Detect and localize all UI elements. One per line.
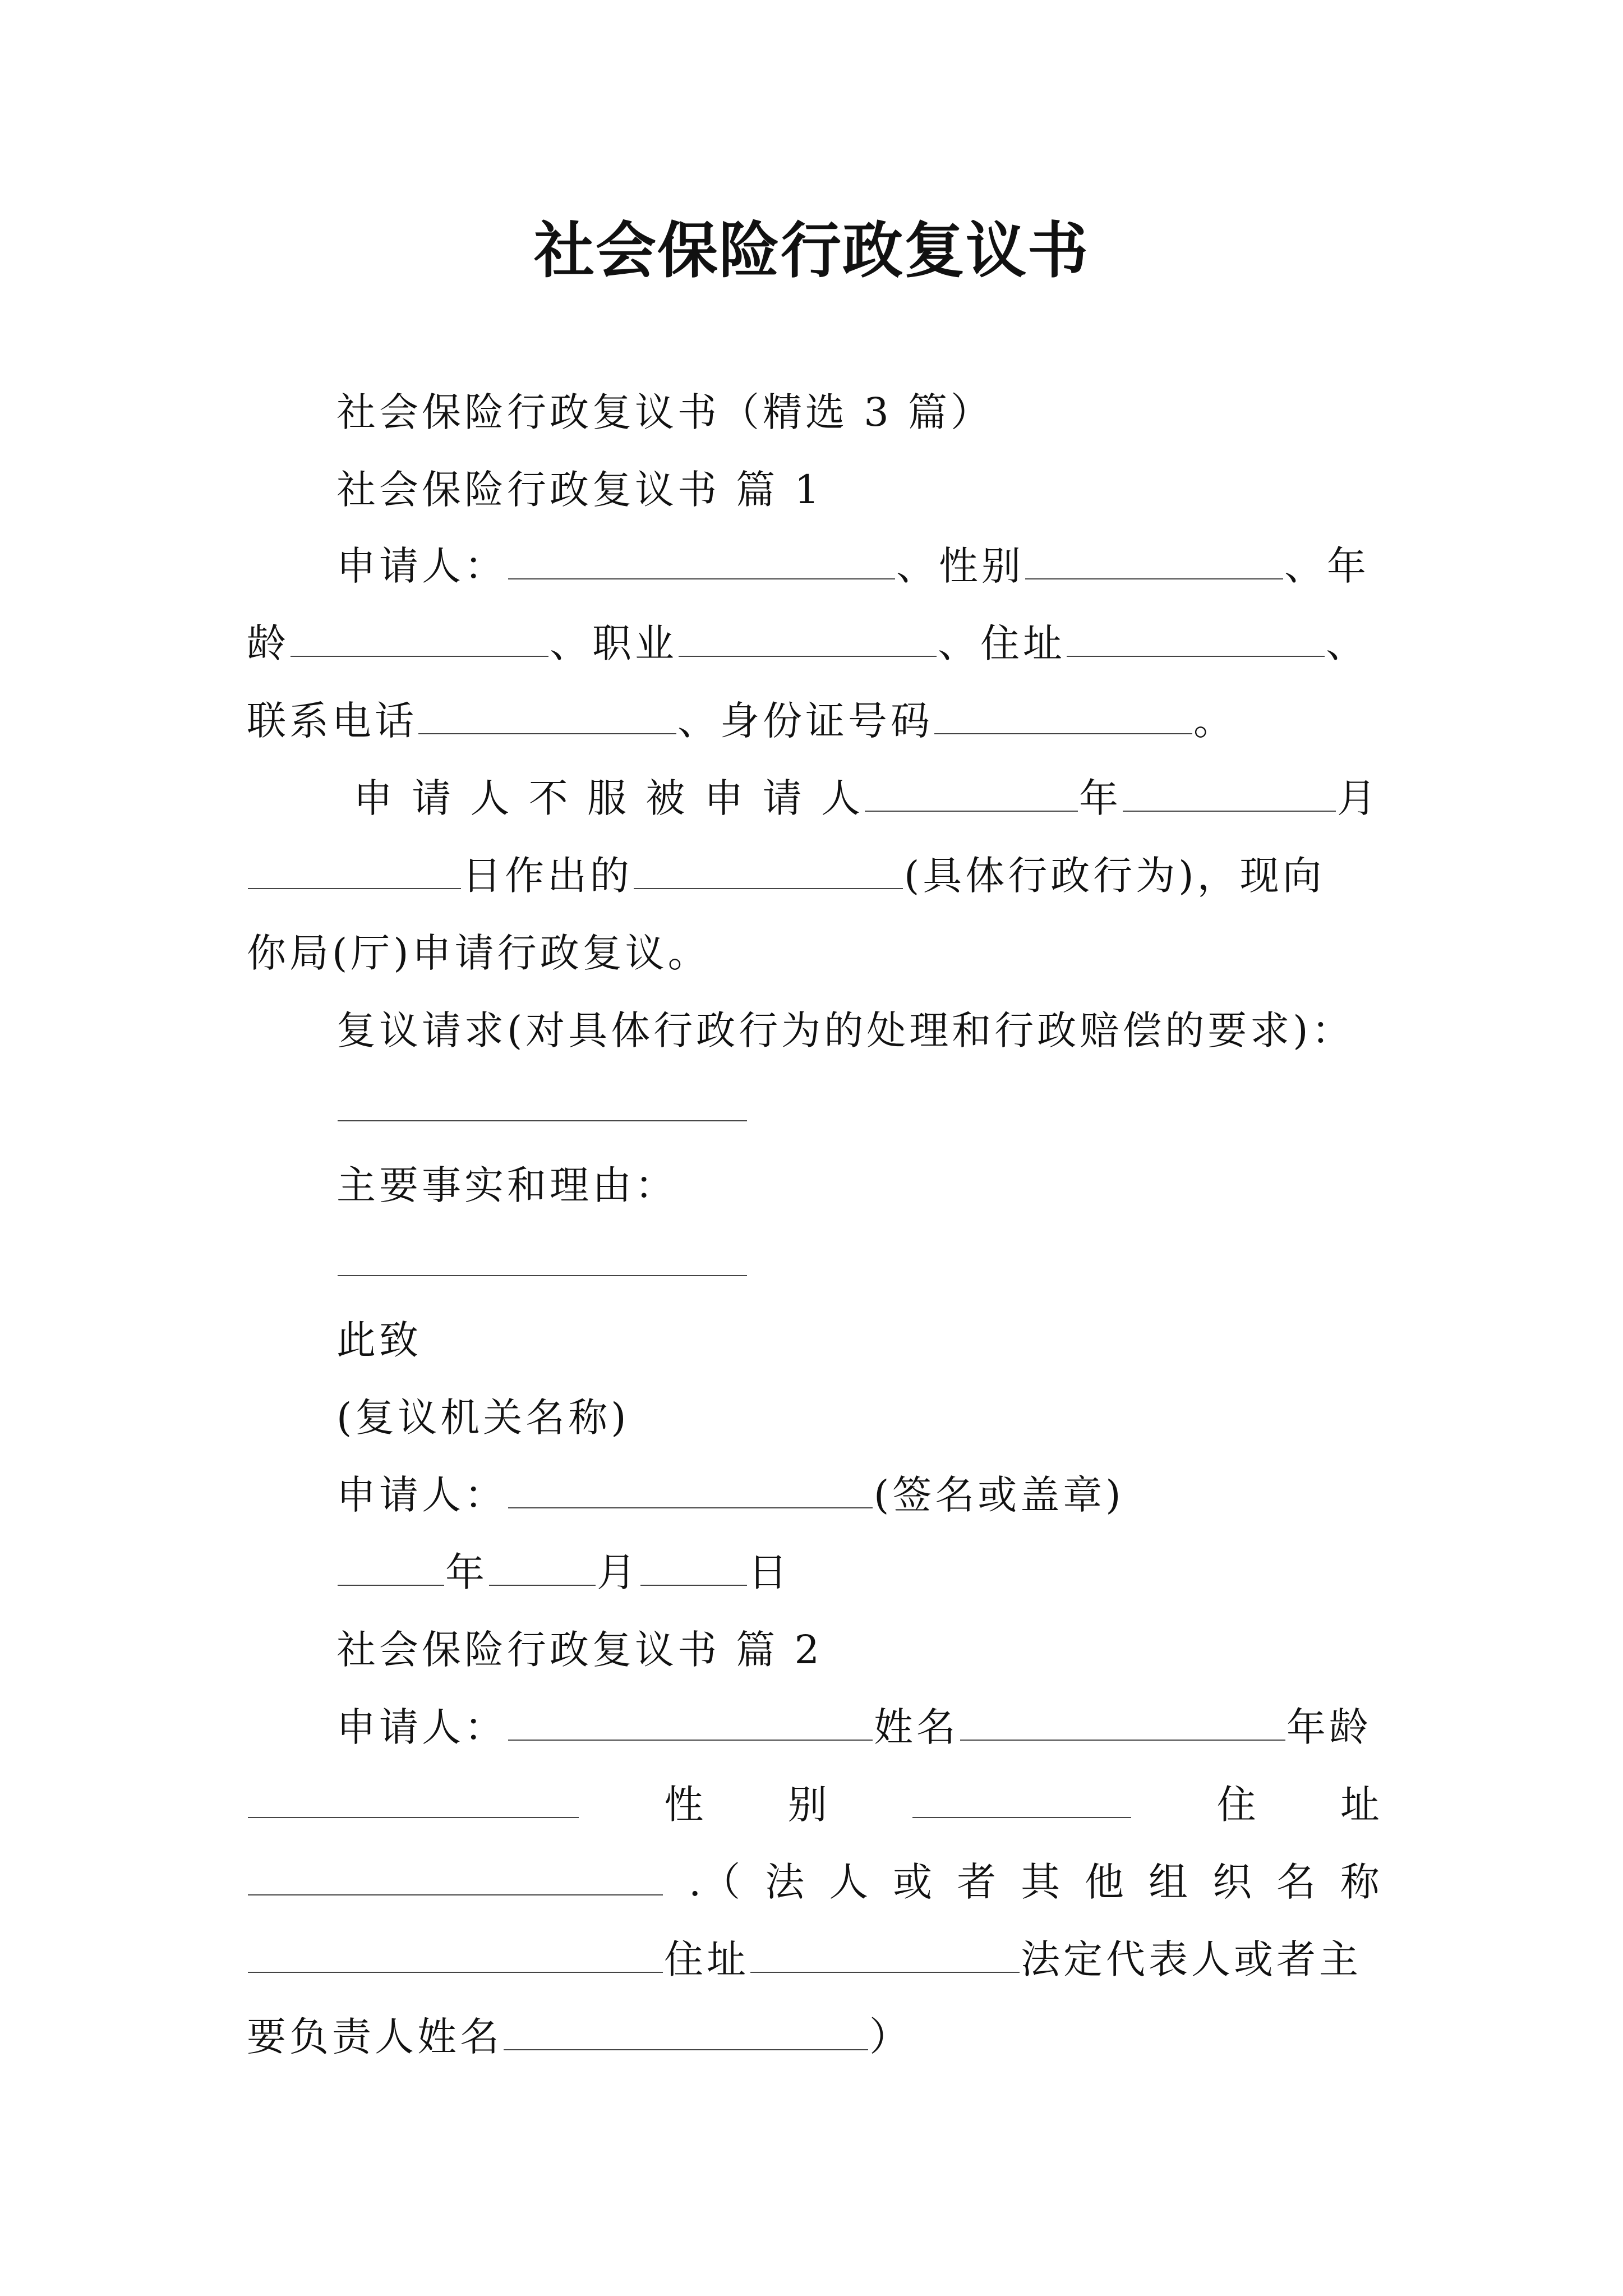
a2-org-char-7: 组 <box>1149 1859 1188 1905</box>
document-subtitle: 社会保险行政复议书（精选 3 篇） <box>336 389 994 435</box>
dispute-year-blank[interactable] <box>865 777 1078 812</box>
dispute-day-blank[interactable] <box>248 854 461 889</box>
applicant-label: 申请人： <box>336 543 507 589</box>
phone-label: 联系电话 <box>247 698 417 744</box>
dispute-year: 年 <box>1079 775 1122 821</box>
a2-address-blank[interactable] <box>248 1861 663 1895</box>
gender-label: 、性别 <box>896 543 1024 589</box>
a2-org-address-line <box>247 1934 1362 1985</box>
facts-label: 主要事实和理由： <box>336 1162 677 1208</box>
date-line <box>336 1547 791 1598</box>
period: 。 <box>1193 698 1236 744</box>
gender-blank[interactable] <box>1025 545 1283 579</box>
a2-org-char-2: 人 <box>829 1859 869 1905</box>
facts-line <box>336 1237 748 1288</box>
date-month: 月 <box>597 1549 639 1595</box>
a2-gender-address-line <box>247 1779 1380 1830</box>
applicant-blank[interactable] <box>508 545 895 579</box>
a2-org-char-4: 者 <box>957 1859 997 1905</box>
claims-line <box>336 1083 748 1133</box>
authority-name: (复议机关名称) <box>336 1395 630 1441</box>
phone-id-line <box>247 696 1236 746</box>
a2-org-line <box>247 1857 1380 1907</box>
a2-applicant-label: 申请人： <box>336 1704 507 1750</box>
action-blank[interactable] <box>634 854 903 889</box>
id-label: 、身份证号码 <box>677 698 933 744</box>
a2-org-char-0: .（ <box>688 1859 741 1905</box>
signature-line <box>336 1470 1124 1520</box>
a2-org-name-blank[interactable] <box>248 1938 663 1973</box>
occupation-label: 、职业 <box>550 620 677 666</box>
dispute-month-blank[interactable] <box>1123 777 1336 812</box>
signature-blank[interactable] <box>508 1474 873 1508</box>
address-label: 、住址 <box>938 620 1066 666</box>
a2-close-paren: ） <box>869 2014 912 2060</box>
comma: 、 <box>1326 620 1368 666</box>
a2-age-blank[interactable] <box>248 1783 579 1818</box>
a2-gender-char-2: 别 <box>787 1782 827 1828</box>
dispute-month: 月 <box>1337 775 1380 821</box>
facts-blank[interactable] <box>338 1241 747 1276</box>
a2-org-char-8: 织 <box>1212 1859 1252 1905</box>
sign-label: 申请人： <box>336 1472 507 1518</box>
a2-org-char-6: 他 <box>1085 1859 1124 1905</box>
a2-address-char-2: 址 <box>1340 1782 1380 1828</box>
date-day-blank[interactable] <box>640 1551 747 1586</box>
sign-note: (签名或盖章) <box>874 1472 1124 1518</box>
a2-org-char-1: 法 <box>765 1859 805 1905</box>
request-end: 你局(厅)申请行政复议。 <box>247 930 711 976</box>
salutation: 此致 <box>336 1317 422 1363</box>
age-blank[interactable] <box>291 622 548 657</box>
article1-heading: 社会保险行政复议书 篇 1 <box>336 467 823 513</box>
age-occupation-line <box>247 618 1368 669</box>
dispute-line-2 <box>247 850 1325 901</box>
document-title: 社会保险行政复议书 <box>533 216 1089 286</box>
a2-org-address-blank[interactable] <box>750 1938 1020 1973</box>
a2-age-label: 年龄 <box>1287 1704 1372 1750</box>
a2-applicant-line <box>336 1702 1372 1752</box>
id-blank[interactable] <box>934 700 1192 734</box>
a2-name-blank[interactable] <box>960 1706 1285 1741</box>
a2-gender-blank[interactable] <box>912 1783 1131 1818</box>
date-year: 年 <box>445 1549 488 1595</box>
claims-label: 复议请求(对具体行政行为的处理和行政赔偿的要求)： <box>336 1007 1354 1053</box>
a2-leader-line <box>247 2012 912 2062</box>
a2-address-char-1: 住 <box>1216 1782 1256 1828</box>
a2-name-label: 姓名 <box>874 1704 959 1750</box>
date-year-blank[interactable] <box>338 1551 444 1586</box>
action-note: (具体行政行为)，现向 <box>904 853 1325 899</box>
a2-legal-rep-label: 法定代表人或者主 <box>1021 1936 1362 1982</box>
age-label-b: 龄 <box>247 620 289 666</box>
date-day: 日 <box>748 1549 791 1595</box>
a2-leader-blank[interactable] <box>504 2016 868 2050</box>
address-blank[interactable] <box>1067 622 1325 657</box>
phone-blank[interactable] <box>418 700 676 734</box>
a2-applicant-blank[interactable] <box>508 1706 873 1741</box>
a2-org-char-10: 称 <box>1340 1859 1380 1905</box>
day-made: 日作出的 <box>462 853 633 899</box>
a2-org-char-5: 其 <box>1021 1859 1061 1905</box>
age-label-a: 、年 <box>1284 543 1370 589</box>
a2-address-label: 住址 <box>664 1936 749 1982</box>
a2-gender-char-1: 性 <box>664 1782 704 1828</box>
dispute-line-1 <box>353 773 1380 823</box>
dispute-intro: 申 请 人 不 服 被 申 请 人 <box>353 775 864 821</box>
a2-leader-label: 要负责人姓名 <box>247 2014 502 2060</box>
occupation-blank[interactable] <box>679 622 937 657</box>
a2-org-char-9: 名 <box>1276 1859 1316 1905</box>
applicant-info-line <box>336 541 1370 591</box>
a2-org-char-3: 或 <box>893 1859 933 1905</box>
date-month-blank[interactable] <box>489 1551 596 1586</box>
claims-blank[interactable] <box>338 1087 747 1121</box>
article2-heading: 社会保险行政复议书 篇 2 <box>336 1627 823 1673</box>
